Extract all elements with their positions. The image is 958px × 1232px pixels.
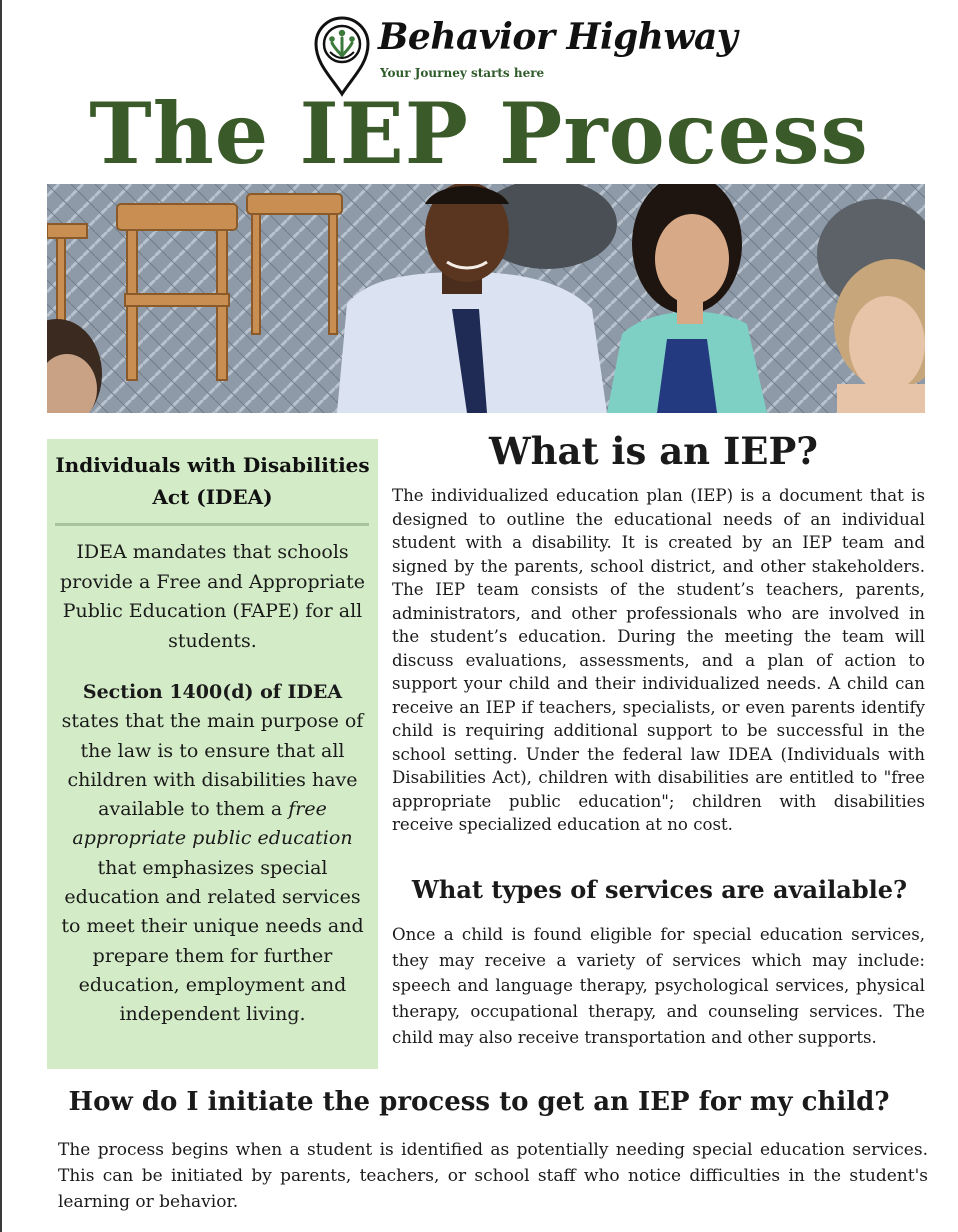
logo-tagline: Your Journey starts here [380, 66, 545, 80]
initiate-heading: How do I initiate the process to get an IEP for my child? [68, 1087, 890, 1117]
page-left-border [0, 0, 2, 1232]
what-is-iep-heading: What is an IEP? [489, 429, 818, 473]
sidebar-heading: Individuals with Disabilities Act (IDEA) [55, 453, 370, 509]
initiate-body: The process begins when a student is identified as potentially needing special education services. This can be initiated by parents, teachers, or school staff who notice difficulties in the student's learning or behavior. [58, 1140, 928, 1212]
page-title: The IEP Process [89, 84, 869, 183]
what-is-iep-body: The individualized education plan (IEP) is a document that is designed to outline the educational needs of an individual student with a disability. It is created by an IEP team and signed by the parents, school district, and other stakeholders. The IEP team consists of the student’s teachers, parents, administrators, and other professionals who are involved in the student’s education. During the meeting the team will discuss evaluations, assessments, and a plan of action to support your child and their individualized needs. A child can receive an IEP if teachers, specialists, or even parents identify child is requiring additional support to be successful in the school setting. Under the federal law IDEA (Individuals with Disabilities Act), children with disabilities are entitled to "free appropriate public education"; children with disabilities receive specialized education at no cost. [392, 486, 925, 834]
sidebar-divider [55, 523, 369, 526]
section-text-part1: states that the main purpose of the law is to ensure that all children with disabilities have available to them a [61, 710, 364, 821]
idea-sidebar [47, 439, 378, 1069]
classroom-photo-illustration [47, 184, 925, 413]
logo-name: Behavior Highway [378, 16, 738, 58]
section-text-part2: that emphasizes special education and related services to meet their unique needs and prepare them for further education, employment and independent living. [61, 856, 364, 1026]
classroom-photo [47, 184, 925, 413]
behavior-highway-logo [310, 8, 738, 92]
services-body: Once a child is found eligible for special education services, they may receive a variety of services which may include: speech and language therapy, psychological services, physical therapy, occupational therapy, and counseling services. The child may also receive transportation and other supports. [392, 925, 925, 1047]
fape-emphasis: free appropriate public education [72, 798, 353, 850]
sidebar-section-paragraph [53, 678, 372, 1030]
services-heading: What types of services are available? [411, 875, 908, 904]
section-1400d-label: Section 1400(d) of IDEA [82, 681, 343, 703]
sidebar-idea-paragraph: IDEA mandates that schools provide a Free and Appropriate Public Education (FAPE) for all students. [60, 541, 365, 652]
